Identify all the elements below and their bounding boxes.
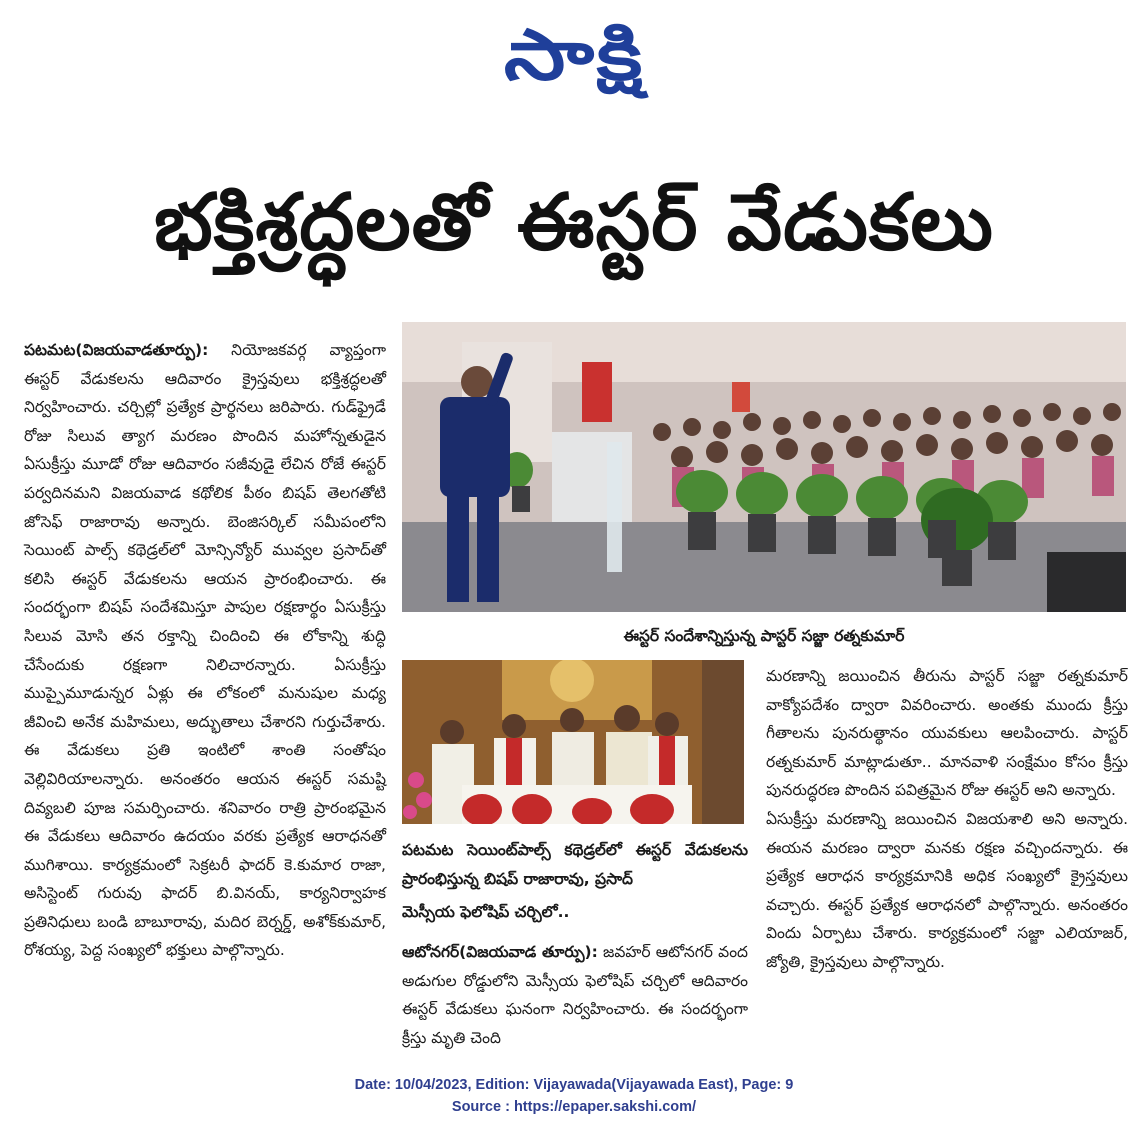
left-body: నియోజకవర్గ వ్యాప్తంగా ఈస్టర్ వేడుకలను ఆదివారం క్రైస్తవులు భక్తిశ్రద్ధలతో నిర్వహించారు. చర్చిల్లో ప్రత్యేక ప్రార్థనలు జరిపారు. గుడ్‌ఫ్రైడే రోజు సిలువ త్యాగ మరణం పొందిన మహోన్నతుడైన ఏసుక్రీస్తు మూడో రోజు ఆదివారం సజీవుడై లేచిన రోజే ఈస్టర్ పర్వదినమని విజయవాడ కథోలిక పీఠం బిషప్ తెలగతోటి జోసెఫ్ రాజారావు అన్నారు. బెంజిసర్కిల్ సమీపంలోని సెయింట్ పాల్స్ కథెడ్రల్‌లో మోన్సిన్యోర్ మువ్వల ప్రసాద్‌తో కలిసి ఈస్టర్ వేడుకలను ఆయన ప్రారంభించారు. ఈ సందర్భంగా బిషప్ సందేశమిస్తూ పాపుల రక్షణార్థం ఏసుక్రీస్తు సిలువ మోసి తన రక్తాన్ని చిందించి ఈ లోకాన్ని శుద్ధి చేసేందుకు రక్షణగా నిలిచారన్నారు. ఏసుక్రీస్తు ముప్పైమూడున్నర ఏళ్లు ఈ లోకంలో మనుషుల మధ్య జీవించి అనేక మహిమలు, అద్భుతాలు చేశారని గుర్తుచేశారు. ఈ వేడుకలు ప్రతి ఇంటిలో శాంతి సంతోషం వెల్లివిరియాలన్నారు. అనంతరం ఆయన ఈస్టర్ సమష్టి దివ్యబలి పూజ సమర్పించారు. శనివారం రాత్రి ప్రారంభమైన ఈ వేడుకలు ఆదివారం ఉదయం వరకు ప్రత్యేక ఆరాధనతో ముగిశాయి. కార్యక్రమంలో సెక్రటరీ ఫాదర్ కె.కుమార రాజా, అసిస్టెంట్ గురువు ఫాదర్ బి.వినయ్, కార్యనిర్వాహక ప్రతినిధులు బండి బాబూరావు, మదిర బెర్నర్డ్, అశోక్‌కుమార్, రోశయ్య, పెద్ద సంఖ్యలో భక్తులు పాల్గొన్నారు. <box>24 341 386 960</box>
photo-pastor-sermon <box>402 322 1126 612</box>
middle-subhead: మెస్సీయ ఫెలోషిప్ చర్చిలో.. <box>402 903 570 921</box>
left-column-paragraph <box>24 336 386 965</box>
middle-dateline: ఆటోనగర్(విజయవాడ తూర్పు): <box>402 943 598 961</box>
article-headline: భక్తిశ్రద్ధలతో ఈస్టర్ వేడుకలు <box>154 178 994 268</box>
right-column-paragraph-2: ఏసుక్రీస్తు మరణాన్ని జయించిన విజయశాలి అని అన్నారు. ఈయన మరణం ద్వారా మనకు రక్షణ వచ్చిందన్నారు. ఈ ప్రత్యేక ఆరాధన కార్యక్రమానికి అధిక సంఖ్యలో క్రైస్తవులు వచ్చారు. ఈస్టర్ ప్రత్యేక ఆరాధనలో పాల్గొన్నారు. అనంతరం విందు ఏర్పాటు చేశారు. కార్యక్రమంలో సజ్జా ఎలియాజర్, జ్యోతి, క్రైస్తవులు పాల్గొన్నారు. <box>766 809 1128 971</box>
masthead <box>0 8 1148 103</box>
left-dateline: పటమట(విజయవాడతూర్పు): <box>24 341 209 359</box>
footer-date-edition: Date: 10/04/2023, Edition: Vijayawada(Vijayawada East), Page: 9 <box>354 1077 794 1093</box>
source-footer <box>0 1074 1148 1118</box>
article-left-column <box>24 336 386 965</box>
sakshi-logo: సాక్షి <box>503 14 645 96</box>
middle-body: జవహర్ ఆటోనగర్ వంద అడుగుల రోడ్డులోని మెస్సీయ ఫెలోషిప్ చర్చిలో ఆదివారం ఈస్టర్ వేడుకలు ఘనంగా నిర్వహించారు. ఈ సందర్భంగా క్రీస్తు మృతి చెంది <box>402 943 748 1047</box>
caption-bottom-photo: పటమట సెయింట్‌పాల్స్ కథెడ్రల్‌లో ఈస్టర్ వేడుకలను ప్రారంభిస్తున్న బిషప్ రాజారావు, ప్రసాద్ <box>402 841 748 888</box>
photo-bishop-cathedral <box>402 660 744 824</box>
footer-source-link[interactable]: Source : https://epaper.sakshi.com/ <box>451 1099 697 1115</box>
cathedral-photo-illustration <box>402 660 744 824</box>
right-column-paragraph-1: మరణాన్ని జయించిన తీరును పాస్టర్ సజ్జా రత్నకుమార్ వాక్యోపదేశం ద్వారా వివరించారు. అంతకు ముందు క్రీస్తు గీతాలను పునరుత్థానం యువకులు ఆలపించారు. పాస్టర్ రత్నకుమార్ మాట్లాడుతూ.. మానవాళి సంక్షేమం కోసం క్రీస్తు పునరుద్ధరణ పొందిన పవిత్రమైన రోజు ఈస్టర్ అని అన్నారు. <box>766 667 1128 800</box>
sermon-photo-illustration <box>402 322 1126 612</box>
caption-top-photo: ఈస్టర్ సందేశాన్నిస్తున్న పాస్టర్ సజ్జా రత్నకుమార్ <box>623 627 905 645</box>
article-right-column <box>766 662 1128 977</box>
article-middle-column <box>402 938 748 1052</box>
middle-column-paragraph <box>402 938 748 1052</box>
